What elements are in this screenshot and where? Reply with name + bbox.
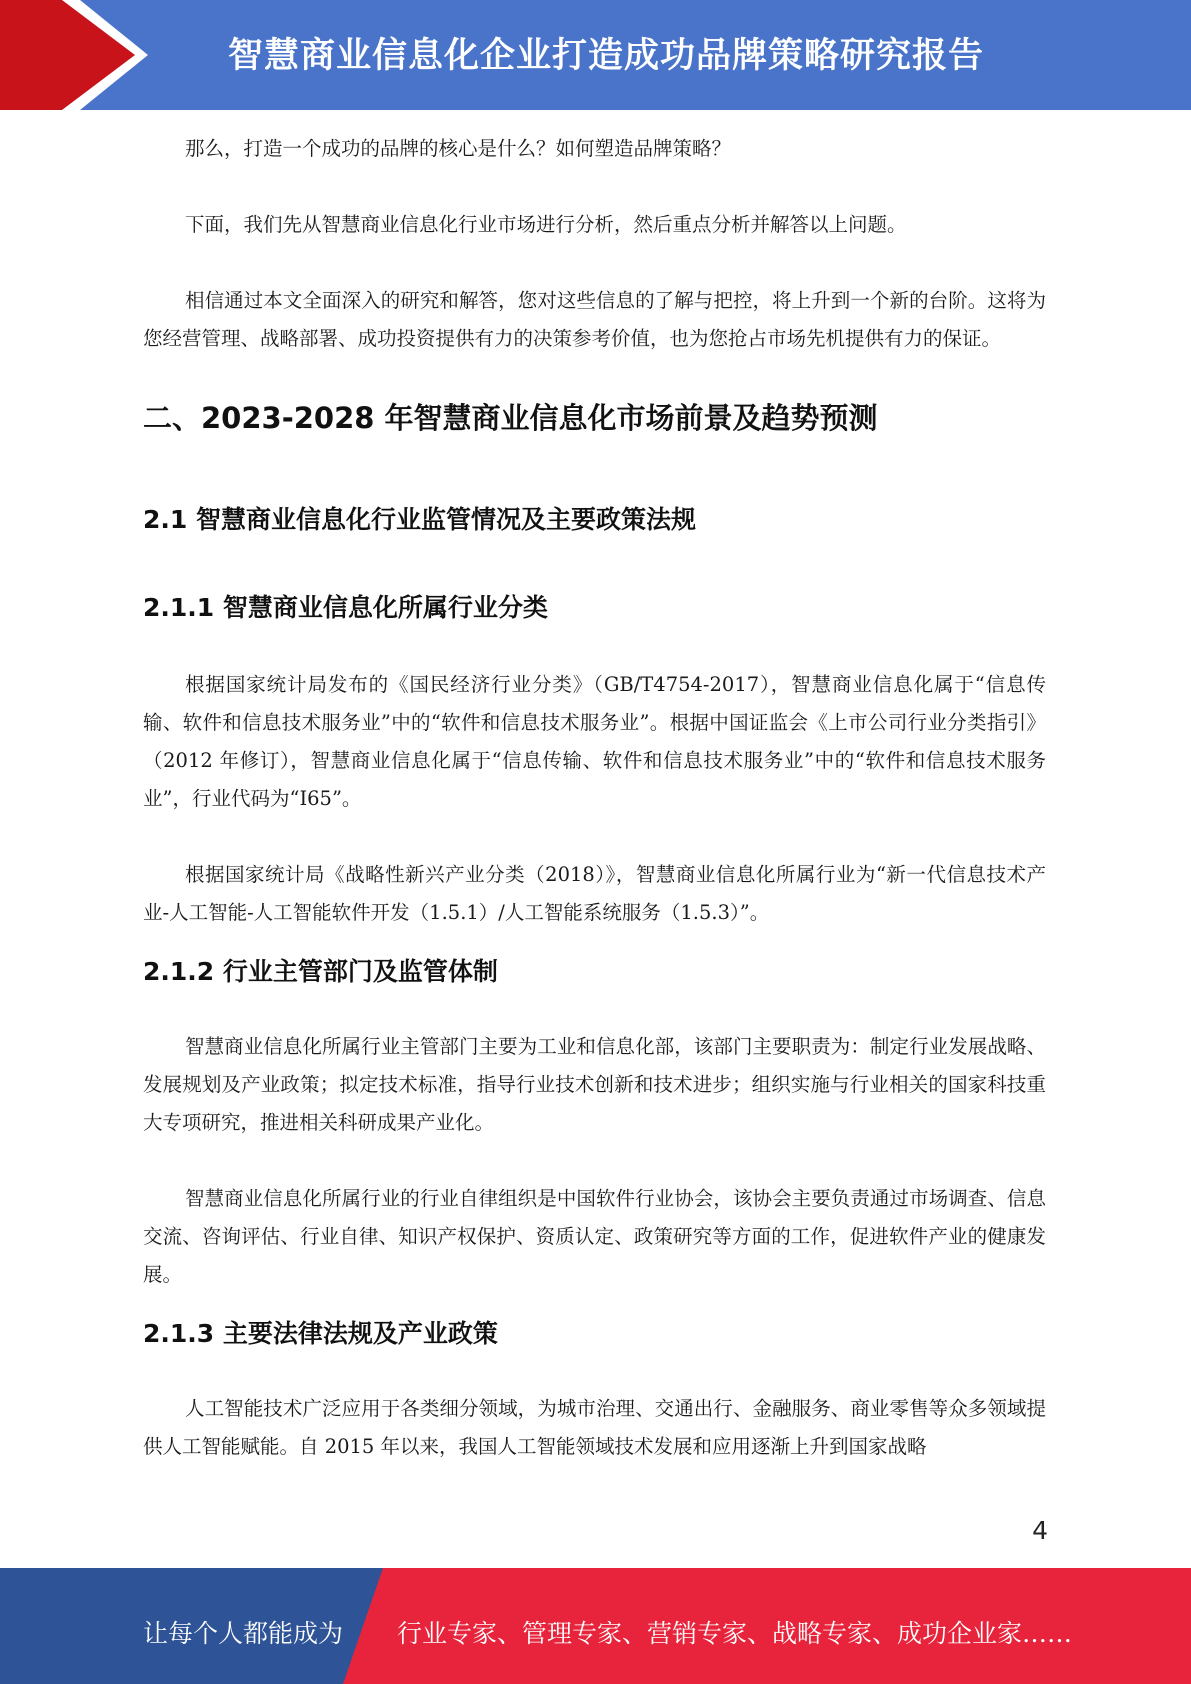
paragraph: 根据国家统计局发布的《国民经济行业分类》（GB/T4754-2017），智慧商业信息化属于“信息传输、软件和信息技术服务业”中的“软件和信息技术服务业”。根据中国证监会《上市公司行业分类指引》（2012 年修订），智慧商业信息化属于“信息传输、软件和信息技术服务业”中的“软件和信息技术服务业”，行业代码为“I65”。 bbox=[143, 673, 1046, 810]
page-header bbox=[0, 0, 1191, 110]
subsection-heading: 2.1.3 主要法律法规及产业政策 bbox=[143, 1319, 498, 1348]
footer-slogan-left: 让每个人都能成为 bbox=[143, 1619, 344, 1648]
paragraph: 智慧商业信息化所属行业主管部门主要为工业和信息化部，该部门主要职责为：制定行业发展战略、发展规划及产业政策；拟定技术标准，指导行业技术创新和技术进步；组织实施与行业相关的国家科技重大专项研究，推进相关科研成果产业化。 bbox=[143, 1035, 1046, 1134]
document-body bbox=[143, 130, 1046, 1466]
paragraph: 相信通过本文全面深入的研究和解答，您对这些信息的了解与把控，将上升到一个新的台阶。这将为您经营管理、战略部署、成功投资提供有力的决策参考价值，也为您抢占市场先机提供有力的保证。 bbox=[143, 289, 1046, 350]
footer-slogan-right: 行业专家、管理专家、营销专家、战略专家、成功企业家…… bbox=[397, 1619, 1073, 1648]
page-footer bbox=[0, 1568, 1191, 1684]
paragraph: 那么，打造一个成功的品牌的核心是什么？如何塑造品牌策略？ bbox=[185, 137, 732, 160]
report-title: 智慧商业信息化企业打造成功品牌策略研究报告 bbox=[228, 36, 985, 76]
subsection-heading: 2.1.1 智慧商业信息化所属行业分类 bbox=[143, 593, 548, 622]
subsection-heading: 2.1 智慧商业信息化行业监管情况及主要政策法规 bbox=[143, 505, 696, 534]
paragraph: 下面，我们先从智慧商业信息化行业市场进行分析，然后重点分析并解答以上问题。 bbox=[185, 213, 907, 236]
page-number: 4 bbox=[1032, 1516, 1048, 1545]
paragraph: 智慧商业信息化所属行业的行业自律组织是中国软件行业协会，该协会主要负责通过市场调查、信息交流、咨询评估、行业自律、知识产权保护、资质认定、政策研究等方面的工作，促进软件产业的健康发展。 bbox=[143, 1187, 1046, 1286]
subsection-heading: 2.1.2 行业主管部门及监管体制 bbox=[143, 957, 498, 986]
section-heading: 二、2023-2028 年智慧商业信息化市场前景及趋势预测 bbox=[143, 401, 878, 435]
paragraph: 根据国家统计局《战略性新兴产业分类（2018）》，智慧商业信息化所属行业为“新一代信息技术产业-人工智能-人工智能软件开发（1.5.1）/人工智能系统服务（1.5.3）”。 bbox=[143, 863, 1046, 924]
paragraph: 人工智能技术广泛应用于各类细分领域，为城市治理、交通出行、金融服务、商业零售等众多领域提供人工智能赋能。自 2015 年以来，我国人工智能领域技术发展和应用逐渐上升到国家战略 bbox=[143, 1397, 1046, 1458]
